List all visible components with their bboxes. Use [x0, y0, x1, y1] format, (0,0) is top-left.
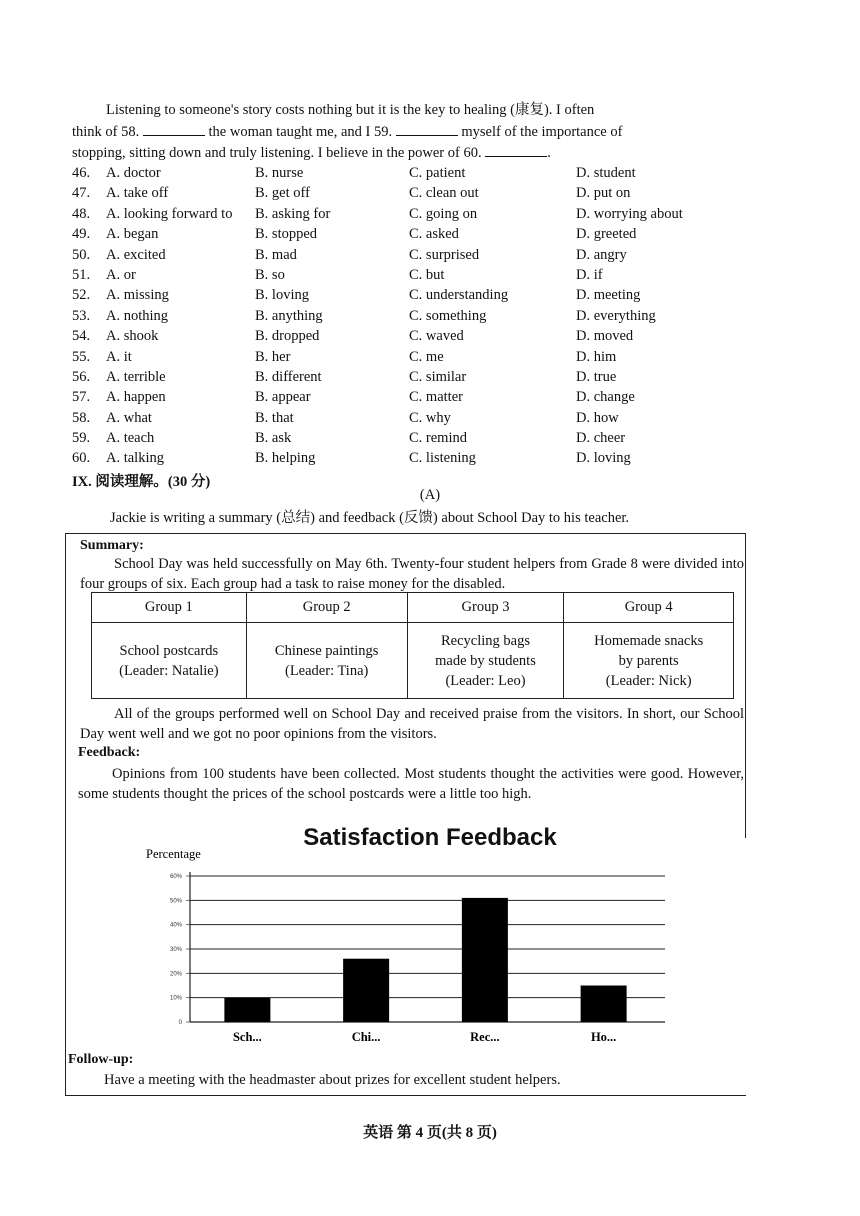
cell-line: Homemade snacks — [594, 632, 704, 649]
option-a[interactable]: A. began — [106, 226, 159, 243]
y-tick-label: 0 — [178, 1020, 182, 1026]
passage-line-1 — [72, 100, 762, 121]
passage-line-2 — [72, 122, 762, 143]
option-a[interactable]: A. doctor — [106, 165, 161, 181]
option-a[interactable]: A. it — [106, 348, 132, 365]
question-number: 47. — [72, 185, 91, 202]
cell-line: (Leader: Tina) — [285, 662, 369, 679]
option-b[interactable]: B. loving — [255, 287, 309, 304]
option-row — [72, 265, 772, 285]
option-b[interactable]: B. helping — [255, 450, 316, 467]
option-a[interactable]: A. nothing — [106, 307, 169, 324]
option-a[interactable]: A. looking forward to — [106, 205, 233, 222]
feedback-label: Feedback: — [78, 745, 141, 760]
option-b[interactable]: B. get off — [255, 185, 310, 202]
blank-60[interactable] — [485, 144, 547, 157]
passage-text: stopping, sitting down and truly listening. I believe in the power of 60. — [72, 145, 482, 161]
passage-line-3 — [72, 143, 762, 164]
cell-line: School postcards — [119, 642, 219, 659]
summary-text-2 — [80, 704, 744, 744]
x-tick-label: Ho... — [590, 1030, 617, 1044]
groups-table — [91, 592, 734, 699]
option-d[interactable]: D. everything — [576, 307, 656, 324]
table-header-cell: Group 4 — [564, 593, 734, 623]
option-row — [72, 448, 772, 468]
passage-text: think of 58. — [72, 124, 140, 140]
option-a[interactable]: A. teach — [106, 430, 155, 447]
y-tick-label: 30% — [169, 947, 182, 953]
question-number: 59. — [72, 430, 91, 447]
table-cell — [92, 623, 247, 699]
cell-line: (Leader: Nick) — [605, 672, 692, 689]
option-list — [72, 163, 772, 469]
question-number: 49. — [72, 226, 91, 243]
table-header-cell: Group 1 — [92, 593, 247, 623]
question-number: 57. — [72, 389, 91, 406]
table-cell — [564, 623, 734, 699]
y-tick-label: 50% — [169, 898, 182, 905]
report-frame-right — [745, 533, 746, 838]
option-c[interactable]: C. listening — [409, 450, 476, 467]
y-tick-label: 60% — [169, 874, 182, 880]
option-row — [72, 428, 772, 448]
option-row — [72, 347, 772, 367]
option-c[interactable]: C. understanding — [409, 287, 509, 304]
summary-label: Summary: — [80, 538, 144, 553]
followup-body: Have a meeting with the headmaster about prizes for excellent student helpers. — [104, 1072, 561, 1088]
option-row — [72, 326, 772, 346]
option-a[interactable]: A. talking — [106, 450, 164, 467]
question-number: 53. — [72, 307, 91, 324]
y-tick-label: 20% — [169, 971, 182, 978]
table-cell — [246, 623, 407, 699]
option-d[interactable]: D. change — [576, 389, 635, 406]
option-row — [72, 224, 772, 244]
option-b[interactable]: B. asking for — [255, 205, 331, 222]
question-number: 46. — [72, 165, 91, 181]
option-a[interactable]: A. what — [106, 409, 152, 426]
part-label: (A) — [419, 487, 441, 503]
option-c[interactable]: C. going on — [409, 205, 478, 222]
option-d[interactable]: D. student — [576, 165, 636, 181]
page-footer: 英语 第 4 页(共 8 页) — [363, 1125, 497, 1141]
option-c[interactable]: C. but — [409, 266, 445, 283]
option-c[interactable]: C. surprised — [409, 246, 480, 263]
option-row — [72, 204, 772, 224]
summary-text: School Day was held successfully on May 6th. Twenty-four student helpers from Grade 8 were divided into four groups of six. Each group had a task to raise money for the disabled. — [80, 556, 744, 592]
option-d[interactable]: D. cheer — [576, 430, 626, 447]
option-d[interactable]: D. loving — [576, 450, 631, 467]
cell-line: Chinese paintings — [274, 642, 379, 659]
question-number: 58. — [72, 409, 91, 426]
option-b[interactable]: B. stopped — [255, 226, 318, 243]
passage-text: the woman taught me, and I 59. — [208, 124, 393, 140]
option-row — [72, 306, 772, 326]
option-row — [72, 285, 772, 305]
option-row — [72, 387, 772, 407]
question-number: 51. — [72, 266, 91, 283]
reading-intro: Jackie is writing a summary (总结) and feedback (反馈) about School Day to his teacher. — [110, 510, 630, 526]
option-b[interactable]: B. different — [255, 368, 322, 385]
option-d[interactable]: D. how — [576, 409, 619, 426]
x-tick-label: Sch... — [232, 1030, 262, 1044]
option-a[interactable]: A. happen — [106, 389, 166, 406]
table-row — [92, 623, 734, 699]
option-b[interactable]: B. anything — [255, 307, 323, 324]
question-number: 60. — [72, 450, 91, 467]
report-frame-top — [65, 533, 745, 534]
option-row — [72, 408, 772, 428]
option-c[interactable]: C. something — [409, 307, 487, 324]
feedback-text — [78, 764, 744, 804]
table-header-cell: Group 3 — [407, 593, 564, 623]
x-tick-label: Chi... — [351, 1030, 381, 1044]
y-axis-label: Percentage — [146, 847, 201, 861]
cell-line: (Leader: Leo) — [445, 672, 526, 689]
option-b[interactable]: B. appear — [255, 389, 311, 406]
question-number: 56. — [72, 368, 91, 385]
summary-text: All of the groups performed well on School Day and received praise from the visitors. In short, our School Day went well and we got no poor opinions from the visitors. — [80, 706, 744, 742]
bar-4 — [581, 986, 627, 1023]
option-d[interactable]: D. greeted — [576, 226, 637, 243]
option-d[interactable]: D. angry — [576, 246, 627, 263]
option-c[interactable]: C. me — [409, 348, 444, 365]
blank-58[interactable] — [143, 123, 205, 136]
cell-line: made by students — [435, 652, 536, 669]
option-a[interactable]: A. or — [106, 266, 136, 283]
followup-text — [70, 1070, 744, 1090]
option-a[interactable]: A. terrible — [106, 368, 166, 385]
table-header-cell: Group 2 — [246, 593, 407, 623]
option-b[interactable]: B. nurse — [255, 165, 304, 181]
table-header-row — [92, 593, 734, 623]
cell-line: (Leader: Natalie) — [119, 662, 219, 679]
feedback-body: Opinions from 100 students have been collected. Most students thought the activities were good. However, some students thought the prices of the school postcards were a little too high. — [78, 766, 744, 802]
option-b[interactable]: B. dropped — [255, 328, 320, 345]
option-b[interactable]: B. her — [255, 348, 291, 365]
option-row — [72, 163, 772, 183]
option-c[interactable]: C. waved — [409, 328, 464, 345]
option-b[interactable]: B. so — [255, 266, 285, 283]
followup-label: Follow-up: — [68, 1052, 134, 1067]
cell-line: Recycling bags — [441, 632, 530, 649]
question-number: 52. — [72, 287, 91, 304]
option-c[interactable]: C. similar — [409, 368, 467, 385]
satisfaction-bar-chart — [130, 840, 690, 1050]
section-title: IX. 阅读理解。(30 分) — [72, 474, 211, 490]
option-a[interactable]: A. excited — [106, 246, 166, 263]
x-tick-label: Rec... — [470, 1030, 500, 1044]
option-d[interactable]: D. him — [576, 348, 617, 365]
option-c[interactable]: C. asked — [409, 226, 459, 243]
option-row — [72, 367, 772, 387]
cell-line: by parents — [618, 652, 679, 669]
y-tick-label: 40% — [169, 922, 182, 929]
chart-title: Satisfaction Feedback — [303, 824, 557, 851]
option-row — [72, 183, 772, 203]
bar-2 — [343, 959, 389, 1022]
option-a[interactable]: A. missing — [106, 287, 169, 304]
blank-59[interactable] — [396, 123, 458, 136]
passage-text: Listening to someone's story costs nothing but it is the key to healing (康复). I often — [106, 102, 595, 118]
bar-1 — [224, 998, 270, 1022]
y-tick-label: 10% — [169, 995, 182, 1002]
option-c[interactable]: C. remind — [409, 430, 467, 447]
option-b[interactable]: B. ask — [255, 430, 292, 447]
option-row — [72, 245, 772, 265]
option-d[interactable]: D. true — [576, 368, 617, 385]
option-a[interactable]: A. shook — [106, 328, 159, 345]
option-c[interactable]: C. matter — [409, 389, 463, 406]
question-number: 55. — [72, 348, 91, 365]
option-d[interactable]: D. moved — [576, 328, 634, 345]
question-number: 50. — [72, 246, 91, 263]
option-c[interactable]: C. why — [409, 409, 451, 426]
table-cell — [407, 623, 564, 699]
option-d[interactable]: D. worrying about — [576, 205, 683, 222]
question-number: 54. — [72, 328, 91, 345]
summary-text-1 — [80, 554, 744, 594]
option-d[interactable]: D. if — [576, 266, 603, 283]
bar-3 — [462, 898, 508, 1022]
passage-text: . — [547, 145, 551, 161]
option-b[interactable]: B. that — [255, 409, 294, 426]
passage-text: myself of the importance of — [461, 124, 623, 140]
option-d[interactable]: D. meeting — [576, 287, 641, 304]
option-b[interactable]: B. mad — [255, 246, 297, 263]
passage-ending — [72, 100, 762, 164]
option-a[interactable]: A. take off — [106, 185, 169, 202]
option-c[interactable]: C. clean out — [409, 185, 479, 202]
question-number: 48. — [72, 205, 91, 222]
option-d[interactable]: D. put on — [576, 185, 631, 202]
option-c[interactable]: C. patient — [409, 165, 466, 181]
